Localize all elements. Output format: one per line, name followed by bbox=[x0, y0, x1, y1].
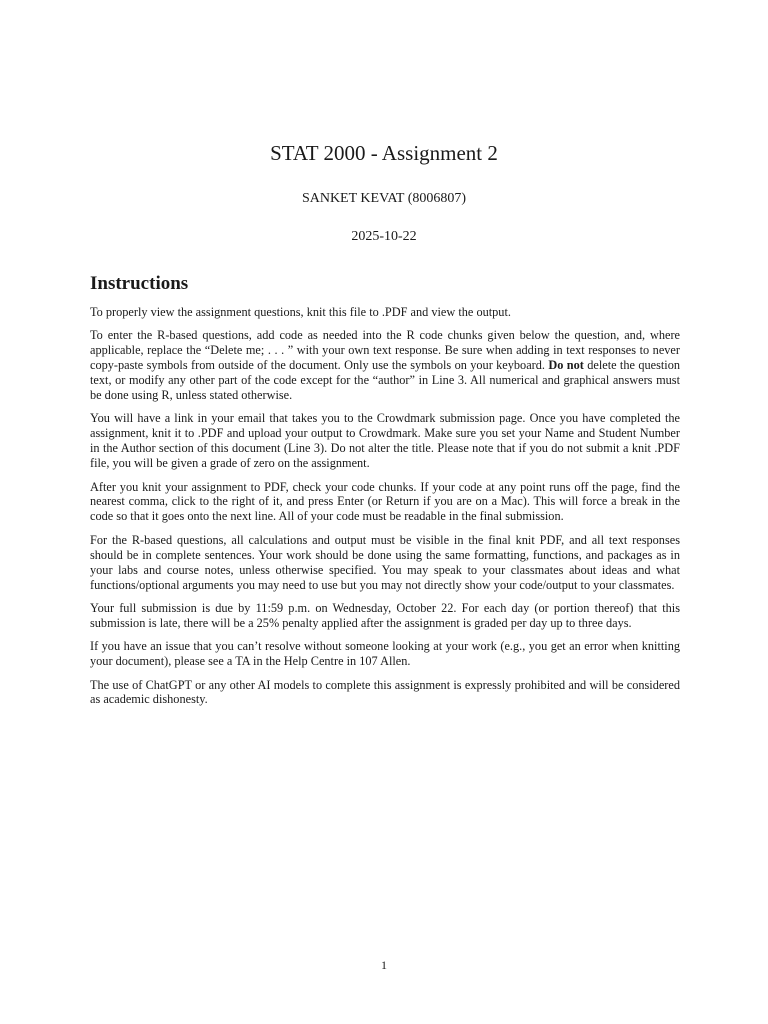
paragraph-r-questions-part1: To enter the R-based questions, add code as needed into the R code chunks given below the question, and, where applicable, replace the “Delete me; . . . ” with your own text response. Be sure when adding in text responses to never copy-paste symbols from outside of the document. Only use the symbols on your keyboard. bbox=[90, 328, 680, 373]
document-title: STAT 2000 - Assignment 2 bbox=[270, 141, 498, 165]
paragraph-knit-instructions: To properly view the assignment questions, knit this file to .PDF and view the output. bbox=[90, 305, 511, 319]
paragraph-r-questions-part2: delete the question text, or modify any other part of the code except for the “author” in Line 3. All numerical and graphical answers must be done using R, unless stated otherwise. bbox=[90, 358, 680, 403]
instructions-body bbox=[90, 305, 680, 716]
page-number: 1 bbox=[381, 958, 387, 972]
paragraph-r-questions-bold: Do not bbox=[548, 358, 584, 373]
paragraph-code-chunks: After you knit your assignment to PDF, check your code chunks. If your code at any point runs off the page, find the nearest comma, click to the right of it, and press Enter (or Return if you are on a Mac). This will force a break in the code so that it goes onto the next line. All of your code must be readable in the final submission. bbox=[90, 479, 680, 524]
paragraph-help-centre: If you have an issue that you can’t resolve without someone looking at your work (e.g., you get an error when knitting your document), please see a TA in the Help Centre in 107 Allen. bbox=[90, 639, 680, 669]
paragraph-crowdmark: You will have a link in your email that takes you to the Crowdmark submission page. Once you have completed the assignment, knit it to .PDF and upload your output to Crowdmark. Make sure you set your Name and Student Number in the Author section of this document (Line 3). Do not alter the title. Please note that if you do not submit a knit .PDF file, you will be given a grade of zero on the assignment. bbox=[90, 411, 680, 471]
document-date: 2025-10-22 bbox=[351, 229, 417, 244]
paragraph-output-visible: For the R-based questions, all calculations and output must be visible in the final knit PDF, and all text responses should be in complete sentences. Your work should be done using the same formatting, functions, and packages as in your labs and course notes, unless otherwise specified. You may speak to your classmates about ideas and what functions/optional arguments you may need to use but you may not directly show your code/output to your classmates. bbox=[90, 532, 680, 592]
document-author: SANKET KEVAT (8006807) bbox=[301, 191, 467, 206]
paragraph-due-date: Your full submission is due by 11:59 p.m. on Wednesday, October 22. For each day (or portion thereof) that this submission is late, there will be a 25% penalty applied after the assignment is graded per day up to three days. bbox=[90, 600, 680, 630]
section-heading-instructions: Instructions bbox=[90, 273, 189, 294]
paragraph-r-questions bbox=[90, 328, 680, 403]
paragraph-ai-policy: The use of ChatGPT or any other AI models to complete this assignment is expressly prohibited and will be considered as academic dishonesty. bbox=[90, 677, 680, 707]
